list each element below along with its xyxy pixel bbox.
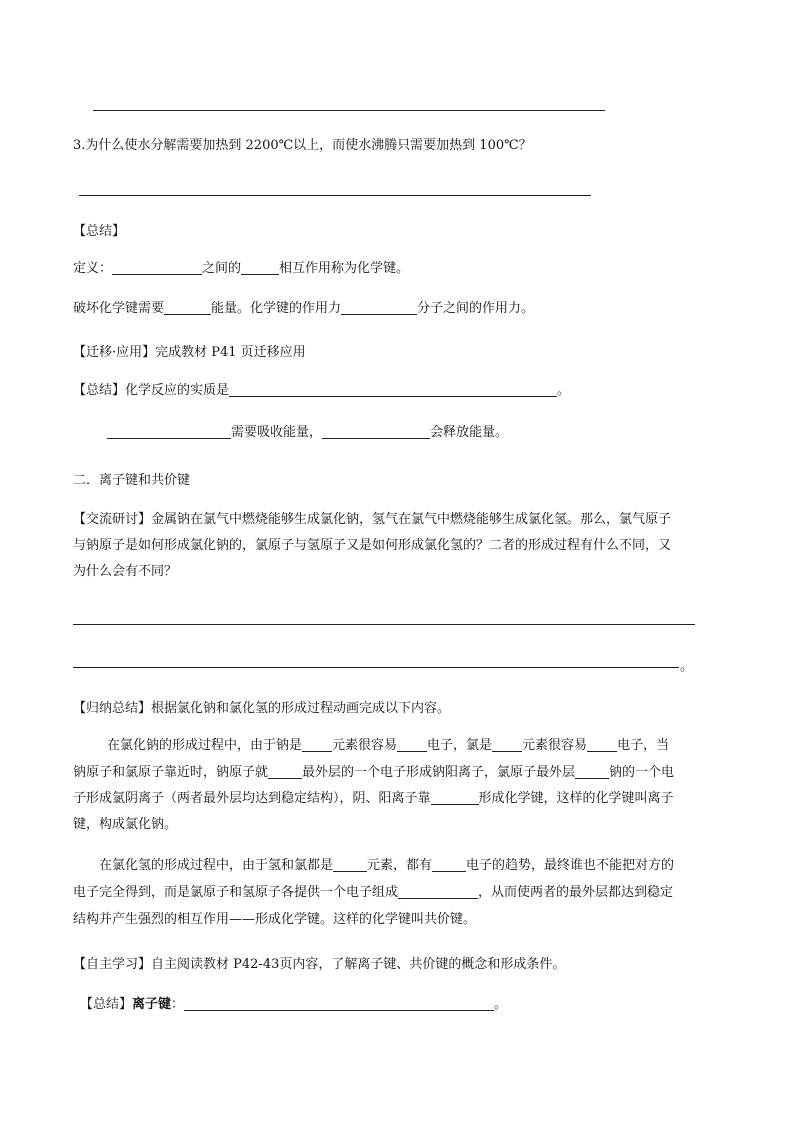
- transfer-application: 【迁移·应用】完成教材 P41 页迁移应用: [73, 345, 306, 360]
- blank-energy-1[interactable]: [164, 300, 211, 315]
- blank-def-1[interactable]: [112, 260, 202, 275]
- section-2-title: 二．离子键和共价键: [73, 473, 191, 488]
- ionic-bond-summary-row: 【总结】离子键： 。: [80, 997, 508, 1012]
- summary-heading: 【总结】: [73, 224, 126, 239]
- blank-cl-gain[interactable]: [587, 737, 617, 752]
- blank-na-type[interactable]: [302, 737, 332, 752]
- blank-na-lose[interactable]: [397, 737, 427, 752]
- nacl-line-1: 在氯化钠的形成过程中，由于钠是 元素很容易 电子，氯是 元素很容易 电子，当: [107, 738, 670, 753]
- answer-line-discuss-2[interactable]: [73, 667, 679, 668]
- blank-energy-2[interactable]: [341, 300, 417, 315]
- blank-hcl-tendency[interactable]: [432, 857, 466, 872]
- blank-cl-action[interactable]: [575, 764, 609, 779]
- discuss-period: 。: [680, 659, 694, 674]
- blank-shared-pair[interactable]: [398, 884, 478, 899]
- answer-line-q3[interactable]: [79, 195, 591, 196]
- blank-absorb[interactable]: [107, 424, 231, 439]
- energy-change-row: 需要吸收能量， 会释放能量。: [107, 423, 508, 443]
- nacl-line-2: 钠原子和氯原子靠近时，钠原子就 最外层的一个电子形成钠阳离子，氯原子最外层 钠的一个电: [73, 765, 675, 780]
- question-3: 3.为什么使水分解需要加热到 2200℃以上，而使水沸腾只需要加热到 100℃？: [73, 138, 532, 153]
- nacl-line-3: 子形成氯阴离子（两者最外层均达到稳定结构），阴、阳离子靠 形成化学键，这样的化学键叫离子: [73, 791, 674, 806]
- answer-line-top[interactable]: [93, 110, 605, 111]
- blank-ionic-force[interactable]: [431, 790, 479, 805]
- hcl-line-2: 电子完全得到，而是氯原子和氢原子各提供一个电子组成 ，从而使两者的最外层都达到稳定: [73, 885, 674, 900]
- blank-release[interactable]: [322, 424, 430, 439]
- definition-row: 定义： 之间的 相互作用称为化学键。: [73, 261, 410, 276]
- blank-cl-type[interactable]: [492, 737, 522, 752]
- discuss-line-1: 【交流研讨】金属钠在氯气中燃烧能够生成氯化钠，氢气在氯气中燃烧能够生成氯化氢。那么，氯气原子: [73, 512, 672, 527]
- reaction-essence-row: 【总结】化学反应的实质是 。: [73, 383, 571, 398]
- nacl-line-4: 键，构成氯化钠。: [73, 817, 178, 832]
- self-study: 【自主学习】自主阅读教材 P42-43页内容，了解离子键、共价键的概念和形成条件。: [73, 957, 566, 972]
- energy-row: 破坏化学键需要 能量。化学键的作用力 分子之间的作用力。: [73, 301, 535, 316]
- blank-def-2[interactable]: [241, 260, 279, 275]
- induce-summary: 【归纳总结】根据氯化钠和氯化氢的形成过程动画完成以下内容。: [73, 701, 451, 716]
- hcl-line-3: 结构并产生强烈的相互作用——形成化学键。这样的化学键叫共价键。: [73, 912, 477, 927]
- answer-line-discuss-1[interactable]: [73, 624, 695, 625]
- discuss-line-2: 与钠原子是如何形成氯化钠的，氯原子与氢原子又是如何形成氯化氢的？二者的形成过程有什么不同，又: [73, 538, 672, 553]
- hcl-line-1: 在氯化氢的形成过程中，由于氢和氯都是 元素，都有 电子的趋势，最终谁也不能把对方的: [99, 858, 675, 873]
- discuss-line-3: 为什么会有不同？: [73, 564, 178, 579]
- blank-ionic-bond-def[interactable]: [184, 996, 494, 1011]
- blank-na-action[interactable]: [268, 764, 302, 779]
- blank-reaction-essence[interactable]: [229, 382, 557, 397]
- blank-hcl-type[interactable]: [333, 857, 367, 872]
